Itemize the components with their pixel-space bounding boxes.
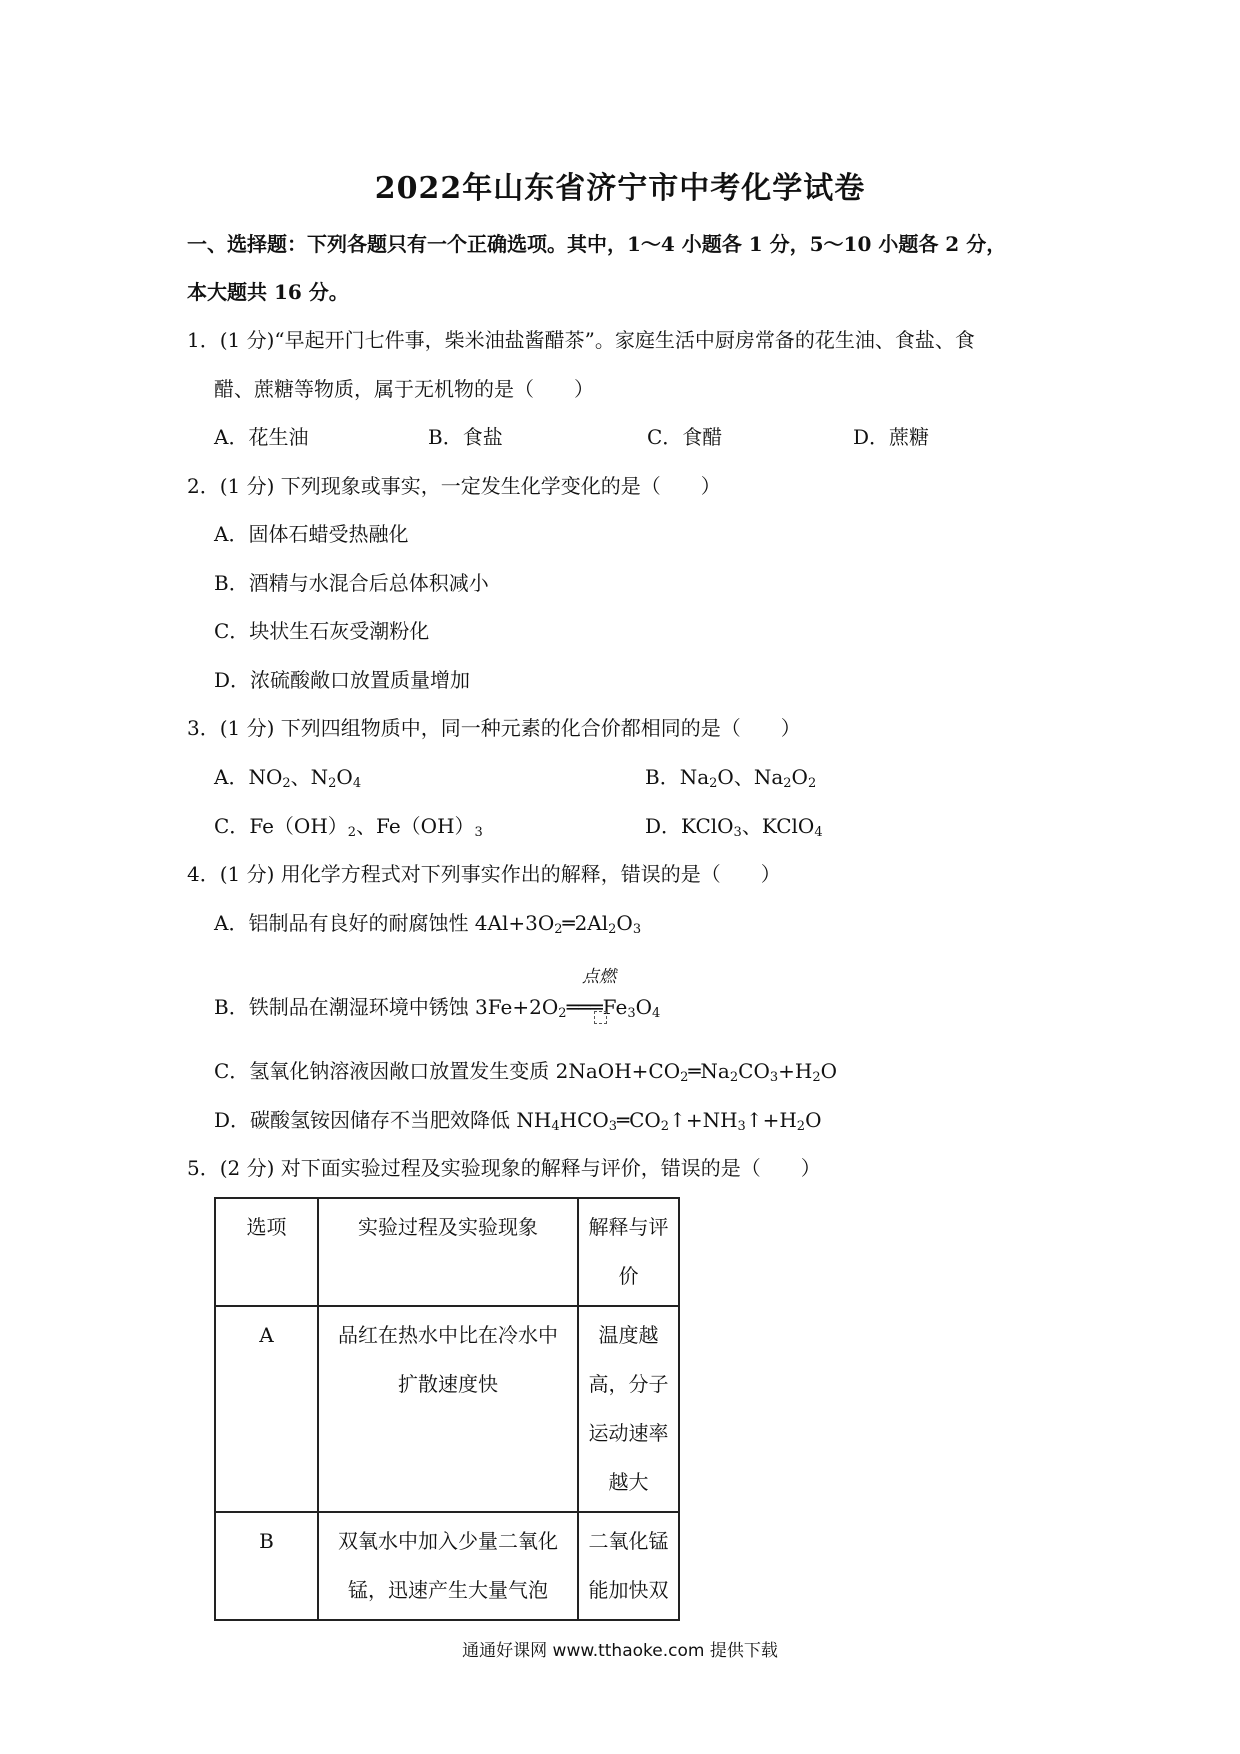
q5-stem: 5．(2 分) 对下面实验过程及实验现象的解释与评价，错误的是（ ） bbox=[187, 1156, 821, 1180]
q2-option-b: B．酒精与水混合后总体积减小 bbox=[214, 571, 489, 595]
q2-option-c: C．块状生石灰受潮粉化 bbox=[214, 619, 430, 643]
table-row bbox=[215, 1512, 679, 1620]
q4-option-a: A．铝制品有良好的耐腐蚀性 $4Al+3O_2═2Al_2O_3$ bbox=[214, 911, 642, 937]
q2-option-a: A．固体石蜡受热融化 bbox=[214, 522, 409, 546]
q1-stem-line1: 1．(1 分)“早起开门七件事，柴米油盐酱醋茶”。家庭生活中厨房常备的花生油、食盐、食 bbox=[187, 328, 975, 352]
table-cell: A bbox=[215, 1306, 318, 1512]
q1-option-c: C．食醋 bbox=[647, 425, 723, 449]
q4-reaction-condition: 点燃 bbox=[582, 967, 616, 987]
table-header-cell: 解释与评价 bbox=[578, 1198, 679, 1306]
table-cell: B bbox=[215, 1512, 318, 1620]
placeholder-box-icon bbox=[594, 1011, 607, 1024]
q4-option-b: B．铁制品在潮湿环境中锈蚀 $3Fe+2O_2═══Fe_3O_4$ bbox=[214, 995, 661, 1021]
q2-option-d: D．浓硫酸敞口放置质量增加 bbox=[214, 668, 471, 692]
table-header-cell: 选项 bbox=[215, 1198, 318, 1306]
q3-option-c: C．$Fe(OH)_2$、$Fe(OH)_3$ bbox=[214, 814, 483, 840]
q1-option-a: A．花生油 bbox=[214, 425, 309, 449]
q3-stem: 3．(1 分) 下列四组物质中，同一种元素的化合价都相同的是（ ） bbox=[187, 716, 801, 740]
q2-stem: 2．(1 分) 下列现象或事实，一定发生化学变化的是（ ） bbox=[187, 474, 721, 498]
q1-option-d: D．蔗糖 bbox=[853, 425, 930, 449]
table-cell: 品红在热水中比在冷水中扩散速度快 bbox=[318, 1306, 578, 1512]
table-cell: 温度越高，分子运动速率越大 bbox=[578, 1306, 679, 1512]
q3-option-b: B．$Na_2O$、$Na_2O_2$ bbox=[645, 765, 817, 791]
footer-source: 通通好课网 www.tthaoke.com 提供下载 bbox=[462, 1641, 778, 1661]
q1-option-b: B．食盐 bbox=[428, 425, 503, 449]
table-header-row bbox=[215, 1198, 679, 1306]
section-heading-line2: 本大题共 16 分。 bbox=[187, 280, 349, 304]
q4-option-d: D．碳酸氢铵因储存不当肥效降低 $NH_4HCO_3═CO_2↑+NH_3↑+H_2O$ bbox=[214, 1108, 822, 1134]
table-row bbox=[215, 1306, 679, 1512]
q1-stem-line2: 醋、蔗糖等物质，属于无机物的是（ ） bbox=[214, 377, 594, 401]
page-title: 2022年山东省济宁市中考化学试卷 bbox=[374, 171, 866, 206]
q4-option-c: C．氢氧化钠溶液因敞口放置发生变质 $2NaOH+CO_2═Na_2CO_3+H_2O$ bbox=[214, 1059, 838, 1085]
table-cell: 二氧化锰能加快双 bbox=[578, 1512, 679, 1620]
table-cell: 双氧水中加入少量二氧化锰，迅速产生大量气泡 bbox=[318, 1512, 578, 1620]
q3-option-d: D．KClO$_3$、KClO$_4$ bbox=[645, 814, 823, 840]
table-header-cell: 实验过程及实验现象 bbox=[318, 1198, 578, 1306]
experiment-table bbox=[214, 1197, 680, 1621]
q4-stem: 4．(1 分) 用化学方程式对下列事实作出的解释，错误的是（ ） bbox=[187, 862, 781, 886]
section-heading-line1: 一、选择题：下列各题只有一个正确选项。其中，1～4 小题各 1 分，5～10 小题各 2 分， bbox=[187, 232, 1007, 256]
q3-option-a: A．$NO_2$、$N_2O_4$ bbox=[214, 765, 362, 791]
